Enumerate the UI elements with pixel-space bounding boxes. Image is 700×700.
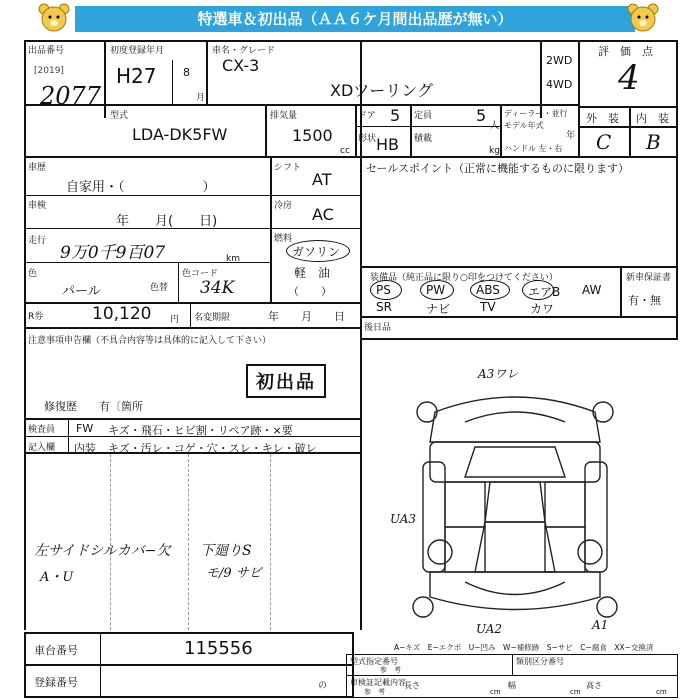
remark-line2: A・U xyxy=(40,570,74,585)
color-code-label: 色コード xyxy=(182,269,219,279)
inspector-int-items: キズ・汚レ・コゲ・穴・スレ・キレ・破レ xyxy=(108,442,317,455)
color-code: 34K xyxy=(200,278,235,298)
interior-label: 内 装 xyxy=(636,112,669,125)
capacity-value: 5 xyxy=(476,106,487,125)
aircon-value: AC xyxy=(312,205,334,224)
lot-number: 2077 xyxy=(40,82,102,110)
fuel-label: 燃料 xyxy=(274,234,293,244)
interior-grade: B xyxy=(646,130,661,154)
reg-no-label: 登録番号 xyxy=(34,676,78,689)
notes-label: 注意事項申告欄（不具合内容等は具体的に記入して下さい） xyxy=(28,336,272,346)
fuel-gasoline-circle xyxy=(286,240,350,262)
post-install-label: 後日品 xyxy=(364,323,392,333)
bear-mascot-icon xyxy=(625,2,661,36)
exterior-grade: C xyxy=(596,130,612,154)
load-label: 積載 xyxy=(414,134,433,144)
rating-label: 評 価 点 xyxy=(598,45,653,58)
designation-label2: 類別区分番号 xyxy=(516,657,564,666)
exterior-label: 外 装 xyxy=(586,112,619,125)
history-label: 車歴 xyxy=(28,163,47,173)
model-label: 型式 xyxy=(110,111,129,121)
inspection-value: 年 月( 日) xyxy=(116,214,218,229)
name-change-label: 名変期限 xyxy=(194,313,231,323)
diagram-note-a1: A1 xyxy=(592,618,609,632)
handle-label: ハンドル 左・右 xyxy=(504,144,563,153)
displacement-label: 排気量 xyxy=(270,111,298,121)
aircon-label: 冷房 xyxy=(274,201,293,211)
first-listing-stamp: 初出品 xyxy=(246,364,326,398)
diagram-note-ua3: UA3 xyxy=(390,512,417,526)
doors-value: 5 xyxy=(390,106,401,125)
capacity-unit: 人 xyxy=(490,121,500,131)
equip-leather: カワ xyxy=(530,302,555,316)
fuel-other: （ ） xyxy=(288,285,332,298)
remark-line3: 下廻りS xyxy=(200,543,252,559)
equip-ps: PS xyxy=(376,283,391,297)
equip-abs-circle xyxy=(470,280,510,300)
model-value: LDA-DK5FW xyxy=(132,125,228,144)
chassis-value: 115556 xyxy=(184,638,253,659)
reg-cert-length: 長さ xyxy=(404,681,420,690)
designation-sub: 参 考 xyxy=(380,666,401,674)
car-label: 車名・グレード xyxy=(212,46,276,56)
load-unit: kg xyxy=(489,146,500,156)
remark-line4: モ/9 サビ xyxy=(206,566,262,581)
equip-sr: SR xyxy=(376,300,392,314)
equip-aw: AW xyxy=(582,283,602,297)
inspection-label: 車検 xyxy=(28,201,47,211)
body-shape-label: 形状 xyxy=(358,134,377,144)
equip-airbag: エアB xyxy=(528,285,561,299)
banner xyxy=(0,0,700,38)
first-reg-month-unit: 月 xyxy=(196,93,206,103)
reg-no-unit: の xyxy=(318,681,328,691)
dealer-label: ディーラー・並行 xyxy=(504,109,568,118)
capacity-label: 定員 xyxy=(414,111,433,121)
drive-2wd: 2WD xyxy=(546,54,573,67)
reg-cert-sub: 参 考 xyxy=(364,688,385,696)
diagram-note-a3: A3ワレ xyxy=(478,367,519,381)
reg-cert-label: 車検証記載内容 xyxy=(350,678,406,687)
color-swap-label: 色替 xyxy=(150,283,169,293)
first-reg-month: 8 xyxy=(183,66,190,79)
equip-navi: ナビ xyxy=(426,302,451,316)
lot-label: 出品番号 xyxy=(28,46,65,56)
car-name: CX-3 xyxy=(222,56,260,75)
shift-value: AT xyxy=(312,170,332,189)
rating-score: 4 xyxy=(618,58,640,98)
color-value: パール xyxy=(62,284,101,299)
inspector-interior: 内装 xyxy=(74,442,96,455)
recycle-value: 10,120 xyxy=(92,304,152,324)
inspector-fw: FW xyxy=(76,422,94,435)
model-year-unit: 年 xyxy=(566,131,576,141)
car-grade: XDツーリング xyxy=(330,81,433,100)
banner-title: 特選車＆初出品（ＡＡ６ケ月間出品歴が無い） xyxy=(75,6,635,32)
doors-label: ドア xyxy=(358,111,376,121)
color-label: 色 xyxy=(28,269,38,279)
bear-mascot-icon xyxy=(36,2,72,36)
equip-pw: PW xyxy=(426,283,446,297)
drive-4wd: 4WD xyxy=(546,78,573,91)
recycle-unit: 円 xyxy=(170,315,180,325)
mileage-value: 9万0千9百07 xyxy=(60,243,166,263)
history-value: 自家用・（ ） xyxy=(66,180,216,195)
equipment-label: 装備品（純正品に限り○印をつけてください） xyxy=(370,273,558,283)
equip-ps-circle xyxy=(370,280,402,300)
lot-year-tag: [2019] xyxy=(34,66,64,76)
remark-line1: 左サイドシルカバ−欠 xyxy=(34,543,171,559)
model-year-label: モデル年式 xyxy=(504,121,544,130)
chassis-label: 車台番号 xyxy=(34,644,78,657)
inspector-label1: 検査員 xyxy=(28,425,56,435)
damage-legend: A−キズ E−エクボ U−凹み W−補修跡 S−サビ C−腐食 XX−交換済 xyxy=(394,643,654,652)
recycle-label: R券 xyxy=(28,312,44,322)
reg-cert-width: 幅 xyxy=(508,681,516,690)
equip-airbag-circle xyxy=(522,280,554,300)
post-install-frame xyxy=(360,316,678,340)
body-shape-value: HB xyxy=(376,135,400,154)
equip-tv: TV xyxy=(480,300,496,314)
warranty-value: 有・無 xyxy=(628,294,661,307)
reg-cert-cm3: cm xyxy=(656,688,667,696)
reg-cert-height: 高さ xyxy=(586,681,602,690)
mileage-label: 走行 xyxy=(28,236,47,246)
mileage-unit: km xyxy=(226,254,240,264)
inspector-ext-items: キズ・飛石・ヒビ割・リペア跡・×要 xyxy=(108,424,293,437)
designation-label1: 型式指定番号 xyxy=(350,657,398,666)
warranty-label: 新車保証書 xyxy=(626,273,672,283)
fuel-gasoline: ガソリン xyxy=(292,245,341,259)
displacement-unit: cc xyxy=(340,146,350,156)
equip-abs: ABS xyxy=(476,283,500,297)
repair-history: 修復歴 有〔箇所 xyxy=(44,400,143,413)
reg-cert-cm2: cm xyxy=(570,688,581,696)
displacement-value: 1500 xyxy=(292,126,333,145)
shift-label: シフト xyxy=(274,163,302,173)
reg-cert-cm1: cm xyxy=(490,688,501,696)
fuel-diesel: 軽 油 xyxy=(294,266,331,280)
name-change-value: 年 月 日 xyxy=(268,310,345,323)
equip-pw-circle xyxy=(420,280,454,300)
inspector-label2: 記入欄 xyxy=(28,443,56,453)
first-reg-label: 初度登録年月 xyxy=(110,46,165,56)
diagram-note-ua2: UA2 xyxy=(476,622,503,636)
first-reg-era: H27 xyxy=(116,64,157,88)
car-diagram xyxy=(395,372,635,632)
sales-point-label: セールスポイント（正常に機能するものに限ります） xyxy=(366,162,630,175)
